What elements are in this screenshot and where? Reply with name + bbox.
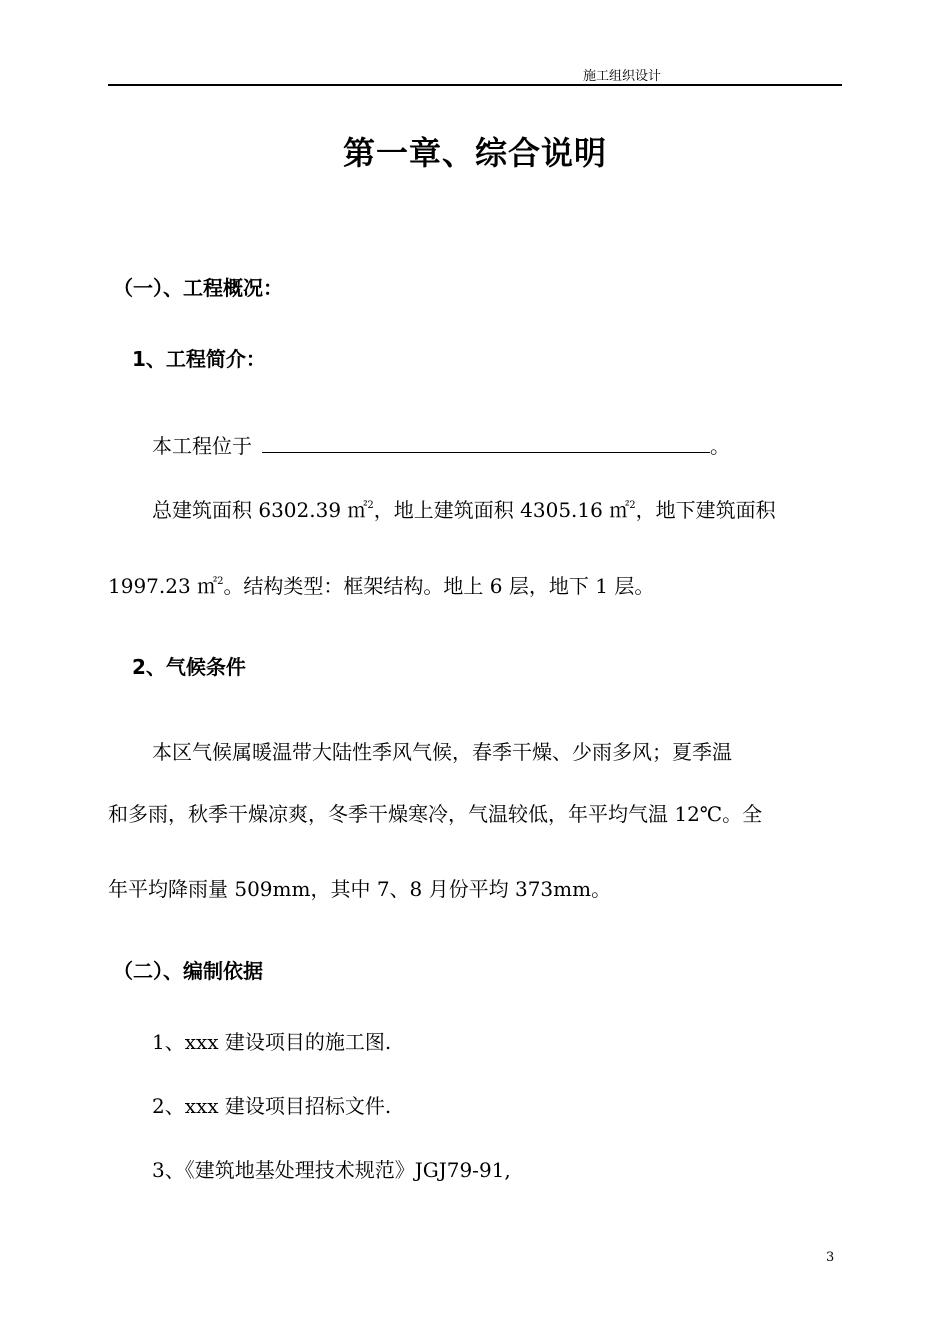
area-above-sup: 2: [629, 500, 636, 511]
climate-line-2: 和多雨，秋季干燥凉爽，冬季干燥寒冷，气温较低，年平均气温 12℃。全: [108, 802, 763, 826]
location-prefix: 本工程位于: [152, 434, 252, 458]
area-line-1: [152, 494, 776, 523]
area-total-sup: 2: [367, 500, 374, 511]
area-below-label: ，地下建筑面积: [635, 498, 776, 522]
climate-line-1: 本区气候属暖温带大陆性季风气候，春季干燥、少雨多风；夏季温: [152, 740, 732, 764]
running-header: 施工组织设计: [583, 69, 662, 84]
area-below-value: 1997.23 ㎡: [108, 574, 218, 598]
subsection-heading-climate: 2、气候条件: [132, 655, 246, 679]
chapter-title: 第一章、综合说明: [342, 134, 607, 172]
basis-item-3: 3、《建筑地基处理技术规范》JGJ79-91,: [152, 1158, 511, 1182]
location-line: [152, 430, 730, 459]
structure-info: 。结构类型：框架结构。地上 6 层，地下 1 层。: [223, 574, 655, 598]
location-blank: [262, 434, 710, 453]
section-heading-overview: （一）、工程概况：: [113, 276, 283, 300]
area-above: ，地上建筑面积 4305.16 ㎡: [373, 498, 630, 522]
page-number: 3: [826, 1250, 835, 1265]
header-rule: [108, 84, 842, 86]
section-heading-basis: （二）、编制依据: [113, 959, 263, 983]
area-line-2: [108, 570, 654, 599]
area-below-sup: 2: [217, 576, 224, 587]
location-suffix: 。: [710, 434, 730, 458]
subsection-heading-intro: 1、工程简介：: [132, 347, 266, 371]
climate-line-3: 年平均降雨量 509mm，其中 7、8 月份平均 373mm。: [108, 877, 612, 901]
basis-item-1: 1、xxx 建设项目的施工图.: [152, 1030, 392, 1054]
area-total: 总建筑面积 6302.39 ㎡: [152, 498, 368, 522]
basis-item-2: 2、xxx 建设项目招标文件.: [152, 1094, 392, 1118]
